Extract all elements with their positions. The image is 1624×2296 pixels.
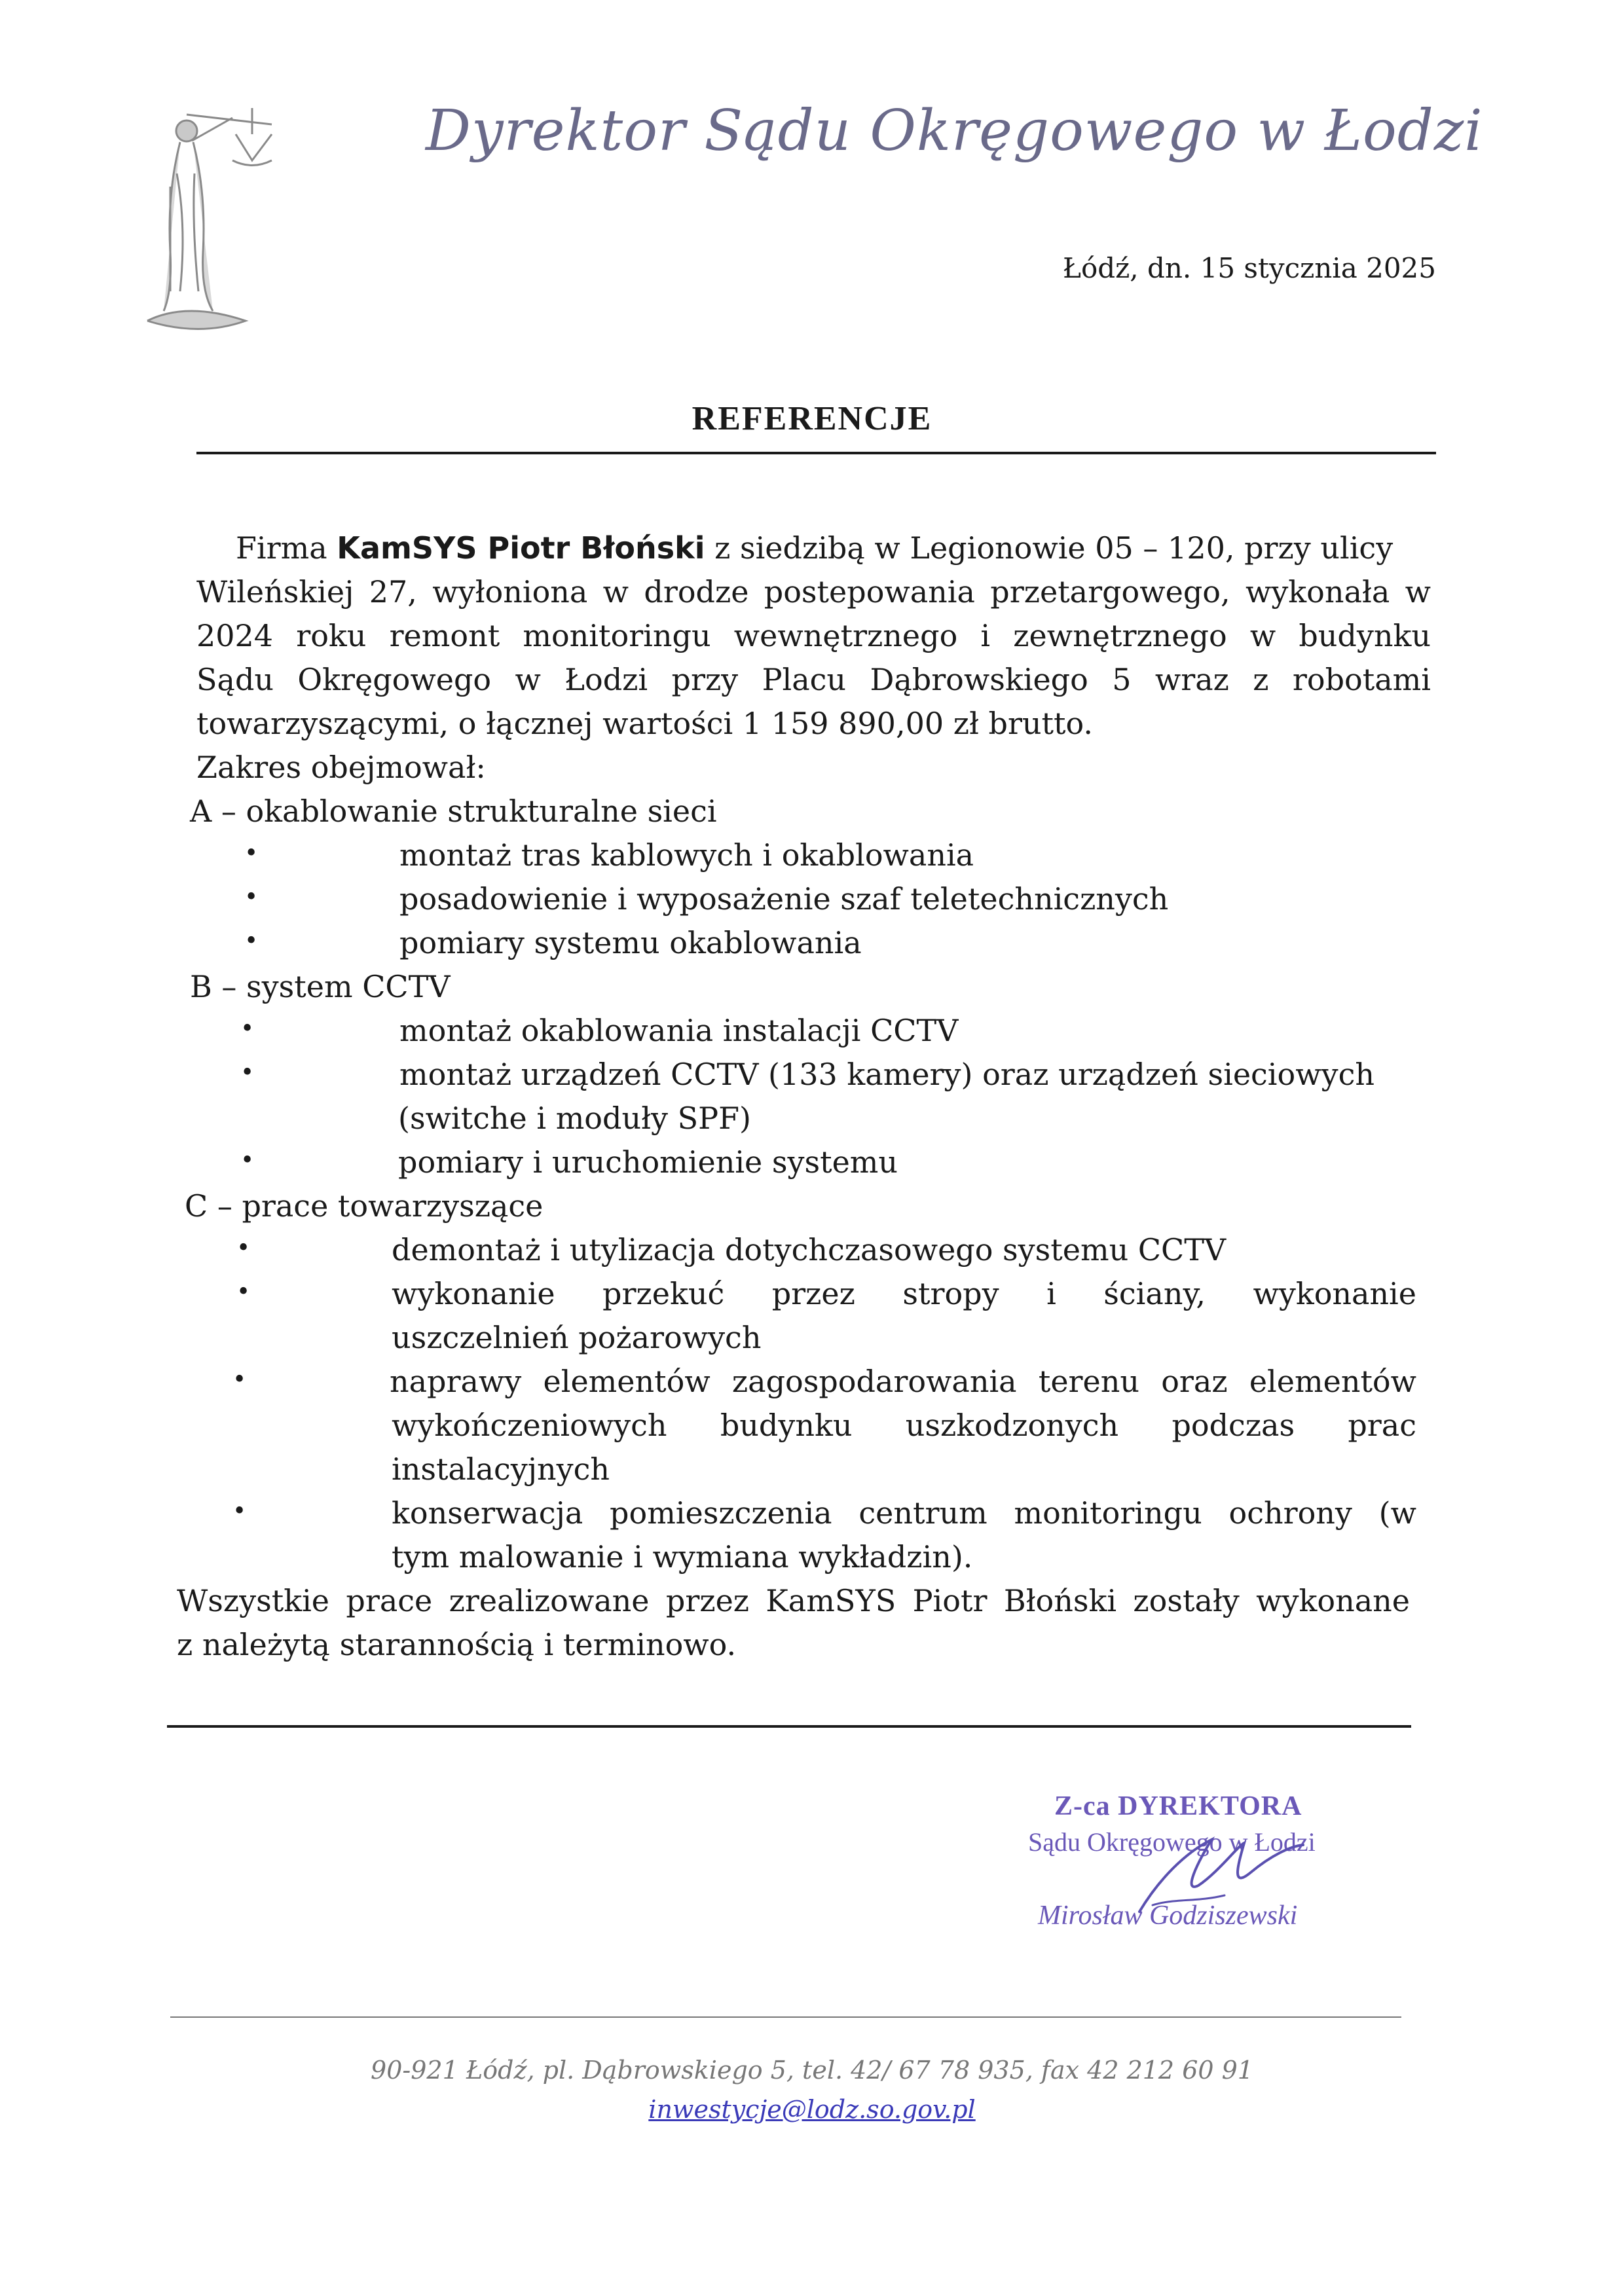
bullet-dot: • — [232, 1498, 247, 1525]
list-item-continuation: tym malowanie i wymiana wykładzin). — [392, 1539, 973, 1575]
list-item-continuation: instalacyjnych — [392, 1451, 610, 1487]
list-item: posadowienie i wyposażenie szaf teletechnicznych — [399, 881, 1169, 917]
stamp-person: Mirosław Godziszewski — [1038, 1901, 1298, 1931]
section-heading-b: B – system CCTV — [190, 969, 451, 1004]
list-item: montaż tras kablowych i okablowania — [399, 837, 974, 873]
stamp-org: Sądu Okręgowego w Łodzi — [1028, 1827, 1316, 1857]
list-item: wykonanie przekuć przez stropy i ściany, wykonanie — [392, 1276, 1416, 1311]
bullet-dot: • — [244, 928, 259, 955]
bullet-dot: • — [236, 1235, 251, 1262]
intro-line-3: 2024 roku remont monitoringu wewnętrznego i zewnętrznego w budynku — [196, 618, 1431, 653]
bullet-dot: • — [240, 1147, 255, 1174]
section-heading-a: A – okablowanie strukturalne sieci — [190, 793, 717, 829]
scope-label: Zakres obejmował: — [196, 750, 486, 785]
bullet-dot: • — [244, 840, 259, 867]
footer-email-link[interactable]: inwestycje@lodz.so.gov.pl — [648, 2095, 976, 2124]
list-item: demontaż i utylizacja dotychczasowego systemu CCTV — [392, 1232, 1227, 1267]
company-name: KamSYS Piotr Błoński — [337, 530, 705, 566]
title-divider — [196, 452, 1436, 454]
bullet-dot: • — [232, 1366, 247, 1393]
closing-line-1: Wszystkie prace zrealizowane przez KamSYS Piotr Błoński zostały wykonane — [177, 1583, 1410, 1618]
section-heading-c: C – prace towarzyszące — [185, 1188, 544, 1224]
intro-text: Firma — [236, 530, 337, 566]
list-item: montaż urządzeń CCTV (133 kamery) oraz urządzeń sieciowych — [399, 1057, 1375, 1092]
list-item: pomiary systemu okablowania — [399, 925, 862, 960]
closing-line-2: z należytą starannością i terminowo. — [177, 1627, 737, 1662]
list-item: konserwacja pomieszczenia centrum monitoringu ochrony (w — [392, 1495, 1416, 1531]
bullet-dot: • — [244, 884, 259, 911]
bullet-dot: • — [236, 1279, 251, 1305]
bullet-dot: • — [240, 1059, 255, 1086]
document-title: REFERENCJE — [692, 400, 932, 437]
intro-text: z siedzibą w Legionowie 05 – 120, przy ulicy — [705, 530, 1393, 566]
list-item: pomiary i uruchomienie systemu — [398, 1144, 898, 1180]
list-item: montaż okablowania instalacji CCTV — [399, 1013, 959, 1048]
lady-justice-emblem-icon — [141, 95, 285, 344]
letterhead-org-name: Dyrektor Sądu Okręgowego w Łodzi — [426, 98, 1483, 164]
intro-line-2: Wileńskiej 27, wyłoniona w drodze postepowania przetargowego, wykonała w — [196, 574, 1431, 610]
stamp-title: Z-ca DYREKTORA — [1054, 1791, 1302, 1821]
place-and-date: Łódź, dn. 15 stycznia 2025 — [1062, 252, 1436, 284]
list-item-continuation: wykończeniowych budynku uszkodzonych podczas prac — [392, 1408, 1416, 1443]
handwritten-signature — [1113, 1827, 1310, 1931]
bullet-dot: • — [240, 1015, 255, 1042]
footer-address: 90-921 Łódź, pl. Dąbrowskiego 5, tel. 42/ 67 78 935, fax 42 212 60 91 — [371, 2056, 1253, 2085]
closing-divider — [167, 1725, 1411, 1728]
intro-line-1 — [236, 530, 1431, 566]
footer-divider — [170, 2016, 1401, 2018]
intro-line-5: towarzyszącymi, o łącznej wartości 1 159 890,00 zł brutto. — [196, 706, 1094, 741]
list-item-continuation: uszczelnień pożarowych — [392, 1320, 762, 1355]
intro-line-4: Sądu Okręgowego w Łodzi przy Placu Dąbrowskiego 5 wraz z robotami — [196, 662, 1431, 697]
list-item: naprawy elementów zagospodarowania terenu oraz elementów — [390, 1364, 1416, 1399]
list-item-continuation: (switche i moduły SPF) — [398, 1101, 751, 1136]
